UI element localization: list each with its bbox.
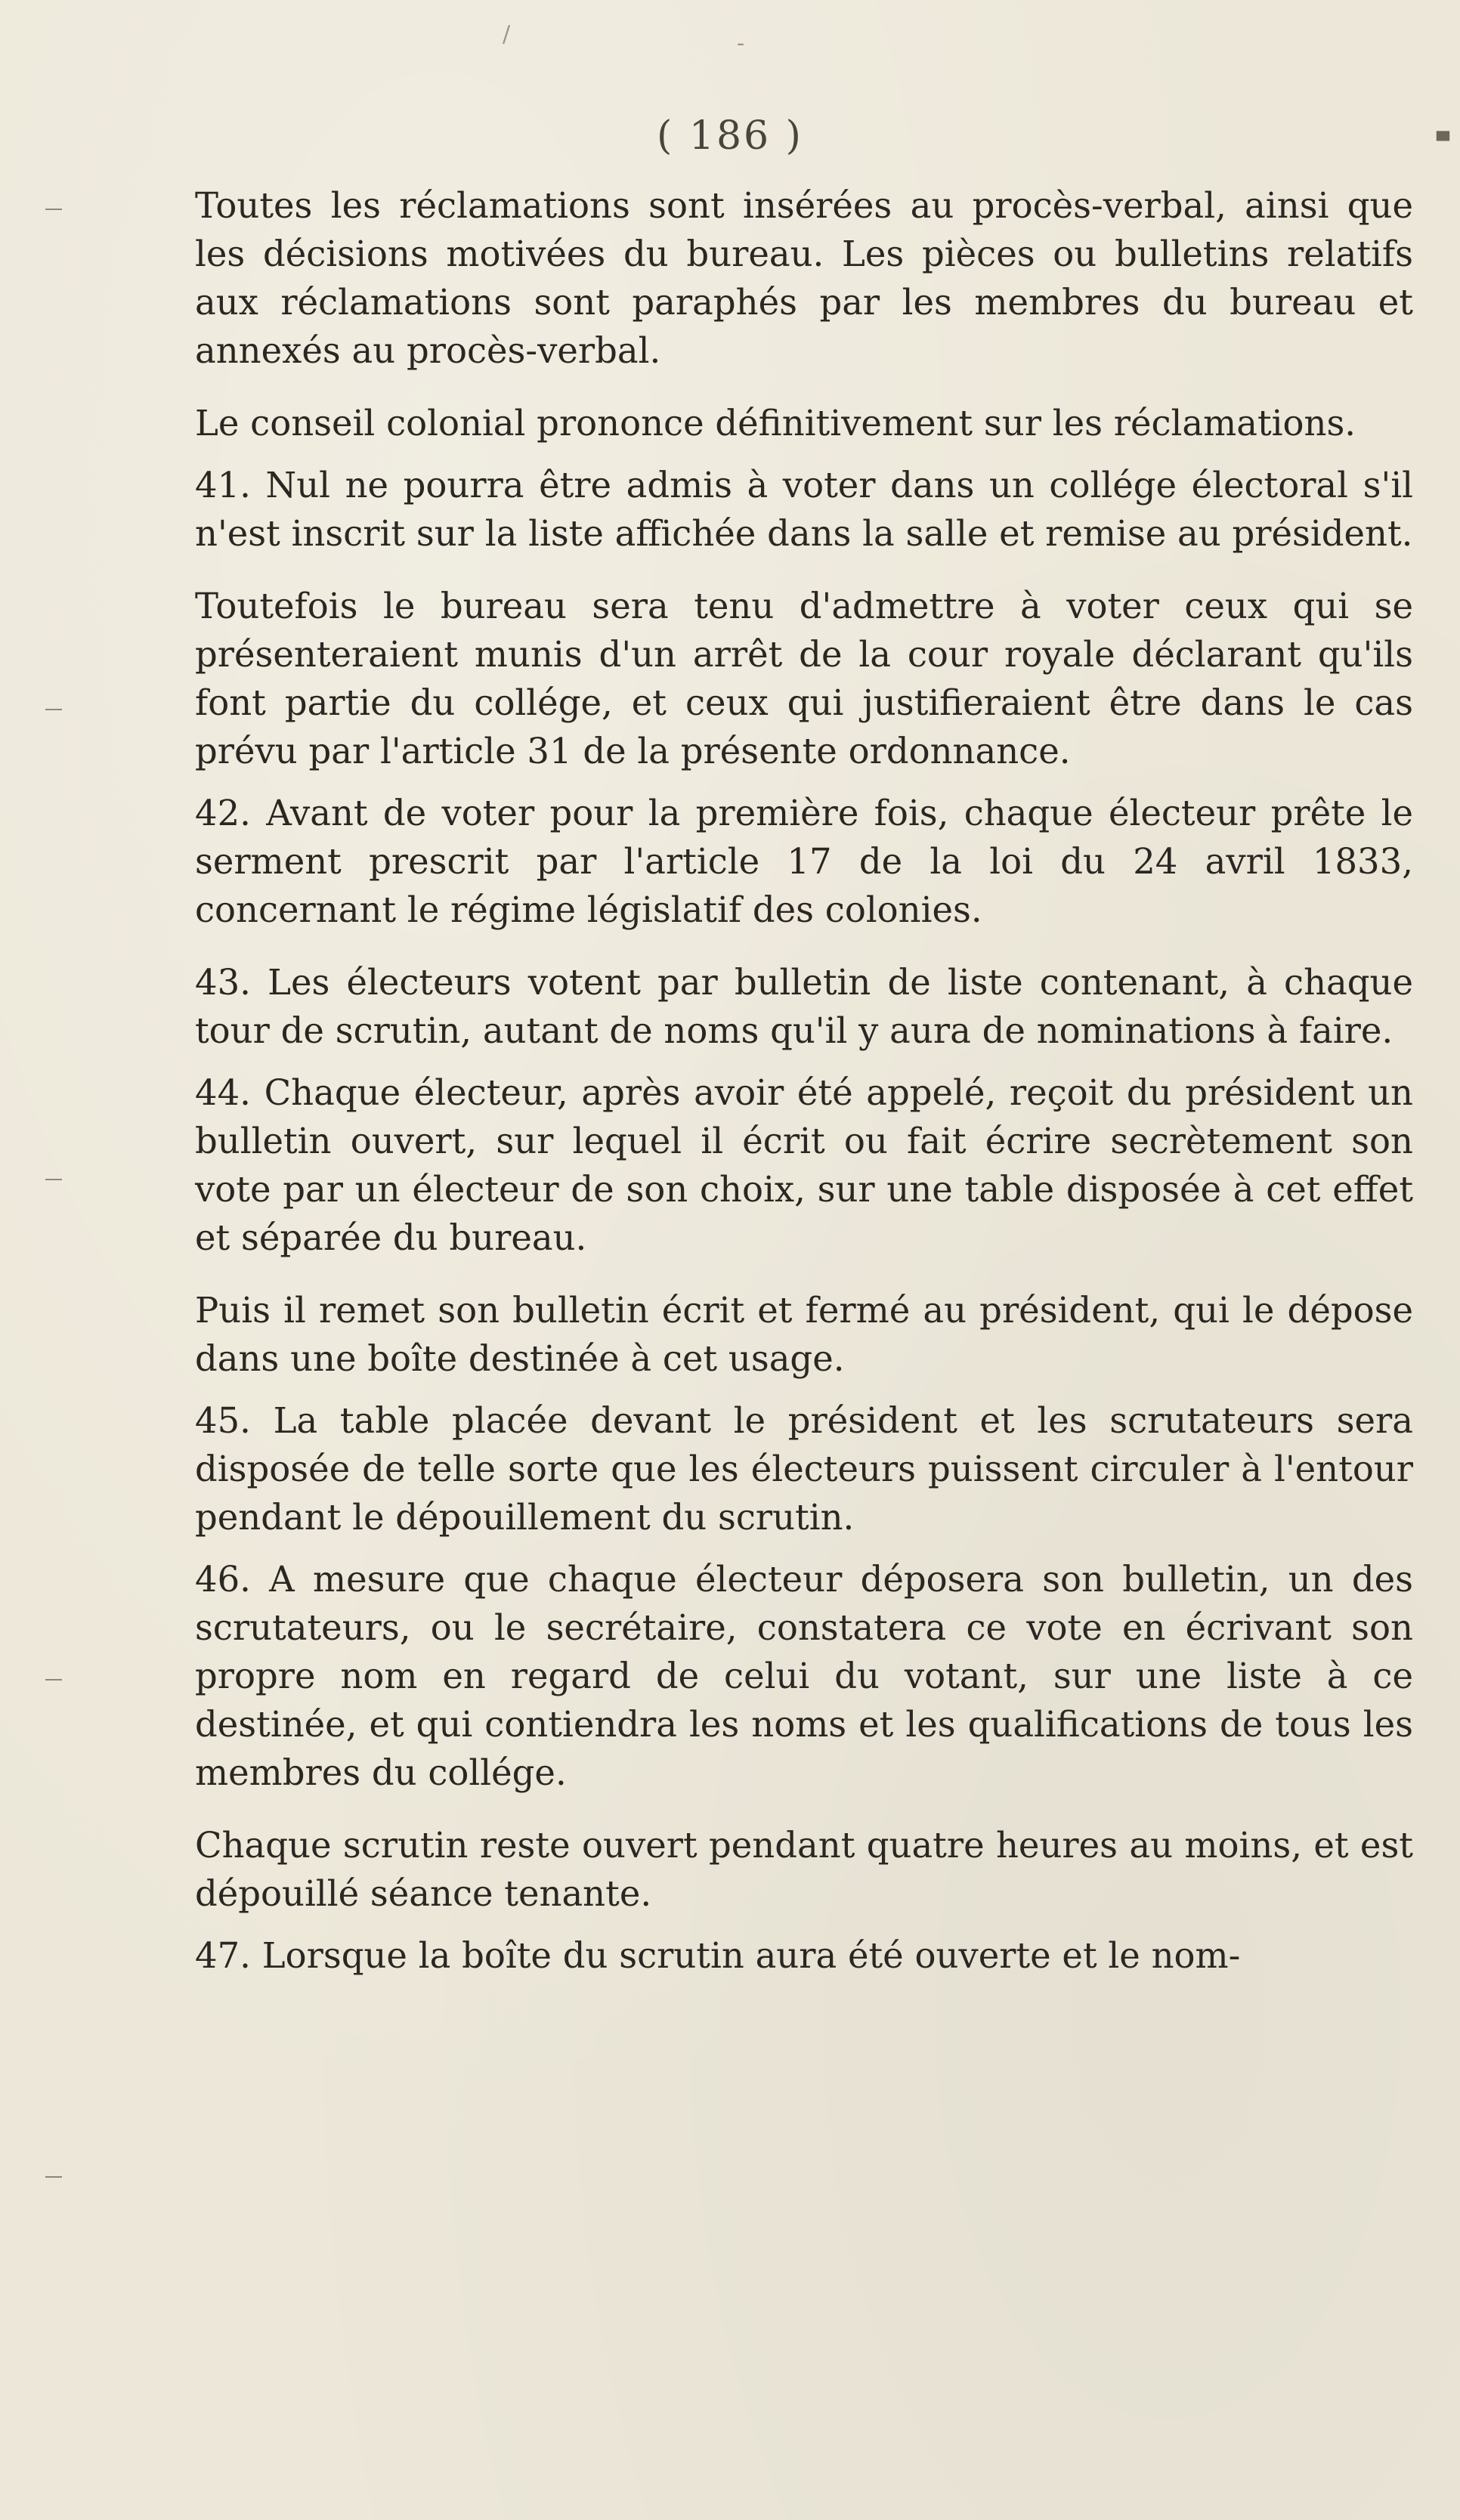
margin-mark bbox=[45, 1679, 62, 1681]
paper-speck: / bbox=[503, 21, 511, 48]
article-44: 44. Chaque électeur, après avoir été appelé, reçoit du président un bulletin ouvert, sur lequel il écrit ou fait écrire secrètement son vote par un électeur de son choix, sur une table disposée à cet effet et séparée du bureau. bbox=[195, 1072, 1413, 1258]
body-text bbox=[195, 181, 1413, 1980]
paragraph-puis-il-remet: Puis il remet son bulletin écrit et fermé au président, qui le dépose dans une boîte destinée à cet usage. bbox=[195, 1290, 1413, 1379]
paragraph-toutefois: Toutefois le bureau sera tenu d'admettre à voter ceux qui se présenteraient munis d'un arrêt de la cour royale déclarant qu'ils font partie du collége, et ceux qui justifieraient être dans le cas prévu par l'article 31 de la présente ordonnance. bbox=[195, 586, 1413, 771]
article-42: 42. Avant de voter pour la première fois, chaque électeur prête le serment prescrit par l'article 17 de la loi du 24 avril 1833, concernant le régime législatif des colonies. bbox=[195, 793, 1413, 930]
article-41: 41. Nul ne pourra être admis à voter dans un collége électoral s'il n'est inscrit sur la liste affichée dans la salle et remise au président. bbox=[195, 465, 1413, 554]
paper-speck: - bbox=[737, 30, 745, 57]
article-46: 46. A mesure que chaque électeur déposera son bulletin, un des scrutateurs, ou le secrétaire, constatera ce vote en écrivant son propre nom en regard de celui du votant, sur une liste à ce destinée, et qui contiendra les noms et les qualifications de tous les membres du collége. bbox=[195, 1559, 1413, 1793]
paper-speck: ▀ bbox=[1437, 132, 1449, 151]
paragraph-conseil-colonial: Le conseil colonial prononce définitivement sur les réclamations. bbox=[195, 403, 1356, 444]
margin-mark bbox=[45, 209, 62, 210]
article-47: 47. Lorsque la boîte du scrutin aura été ouverte et le nom- bbox=[195, 1935, 1241, 1976]
page-number: ( 186 ) bbox=[657, 113, 803, 159]
article-45: 45. La table placée devant le président et les scrutateurs sera disposée de telle sorte que les électeurs puissent circuler à l'entour pendant le dépouillement du scrutin. bbox=[195, 1400, 1413, 1538]
paragraph-chaque-scrutin: Chaque scrutin reste ouvert pendant quatre heures au moins, et est dépouillé séance tenante. bbox=[195, 1825, 1413, 1914]
margin-mark bbox=[45, 1179, 62, 1180]
margin-mark bbox=[45, 709, 62, 710]
paragraph-reclamations-continued: Toutes les réclamations sont insérées au procès-verbal, ainsi que les décisions motivées du bureau. Les pièces ou bulletins relatifs aux réclamations sont paraphés par les membres du bureau et annexés au procès-verbal. bbox=[195, 185, 1413, 371]
margin-mark bbox=[45, 2176, 62, 2178]
article-43: 43. Les électeurs votent par bulletin de liste contenant, à chaque tour de scrutin, autant de noms qu'il y aura de nominations à faire. bbox=[195, 962, 1413, 1051]
